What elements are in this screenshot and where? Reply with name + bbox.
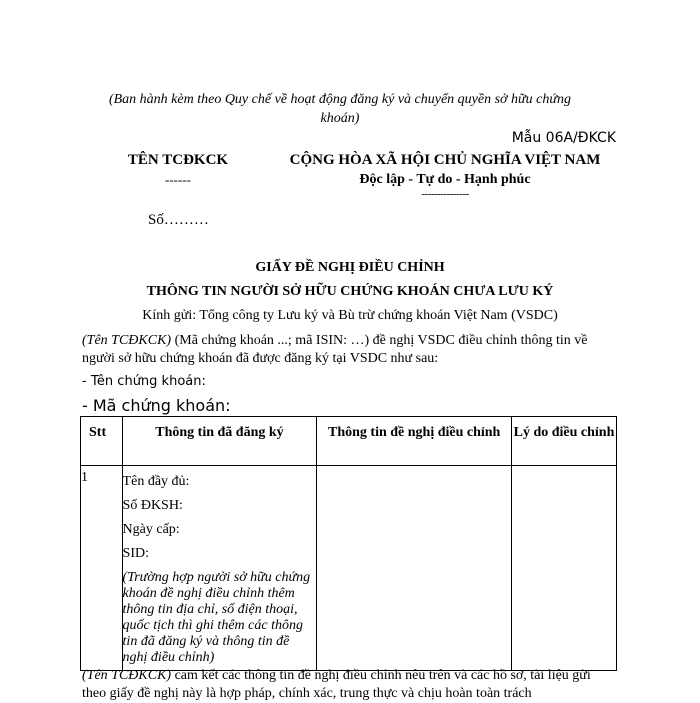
registered-info-cell (122, 466, 317, 671)
regulation-intro: (Ban hành kèm theo Quy chế về hoạt động đăng ký và chuyển quyền sở hữu chứng khoán) (108, 92, 572, 126)
full-name-label: Tên đầy đủ: (122, 474, 190, 489)
reason-cell (511, 466, 616, 671)
document-number: Số……… (148, 212, 209, 228)
table-row (81, 466, 617, 671)
sid-label: SID: (122, 546, 149, 561)
commitment-text: cam kết các thông tin đề nghị điều chỉnh nêu trên và các hồ sơ, tài liệu gửi theo giấy đề nghị này là hợp pháp, chính xác, trung thực và chịu hoàn toàn trách (82, 668, 591, 701)
document-subtitle: THÔNG TIN NGƯỜI SỞ HỮU CHỨNG KHOÁN CHƯA LƯU KÝ (146, 284, 554, 299)
national-motto: Độc lập - Tự do - Hạnh phúc (359, 172, 531, 187)
table-note: (Trường hợp người sở hữu chứng khoán đề nghị điều chỉnh thêm thông tin địa chỉ, số điện thoại, quốc tịch thì ghi thêm các thông tin đã đăng ký và thông tin đề nghị điều chỉnh) (122, 570, 311, 665)
organization-divider: ------ (165, 172, 191, 187)
request-text: (Mã chứng khoán ...; mã ISIN: …) đề nghị VSDC điều chỉnh thông tin về người sở hữu chứng khoán đã được đăng ký tại VSDC như sau: (82, 333, 588, 366)
header-reason: Lý do điều chỉnh (511, 417, 616, 466)
proposed-info-cell (317, 466, 512, 671)
form-number: Mẫu 06A/ĐKCK (511, 130, 616, 146)
document-title: GIẤY ĐỀ NGHỊ ĐIỀU CHỈNH (255, 260, 445, 275)
motto-divider: --------------- (421, 188, 469, 200)
header-registered: Thông tin đã đăng ký (122, 417, 317, 466)
organization-name: TÊN TCĐKCK (127, 152, 229, 168)
adjustment-table (80, 416, 617, 671)
registration-no-label: Số ĐKSH: (122, 498, 183, 513)
security-name-line: - Tên chứng khoán: (82, 374, 206, 389)
org-reference-2: (Tên TCĐKCK) (82, 668, 172, 683)
header-proposed: Thông tin đề nghị điều chỉnh (317, 417, 512, 466)
issue-date-label: Ngày cấp: (122, 522, 180, 537)
header-stt: Stt (81, 417, 123, 466)
recipient-line: Kính gửi: Tổng công ty Lưu ký và Bù trừ chứng khoán Việt Nam (VSDC) (142, 308, 558, 323)
row-stt: 1 (81, 466, 123, 671)
national-title: CỘNG HÒA XÃ HỘI CHỦ NGHĨA VIỆT NAM (289, 152, 601, 168)
table-header-row (81, 417, 617, 466)
security-code-line: - Mã chứng khoán: (82, 396, 231, 415)
org-reference: (Tên TCĐKCK) (82, 333, 172, 348)
commitment-paragraph (82, 667, 612, 703)
request-paragraph (82, 332, 612, 368)
